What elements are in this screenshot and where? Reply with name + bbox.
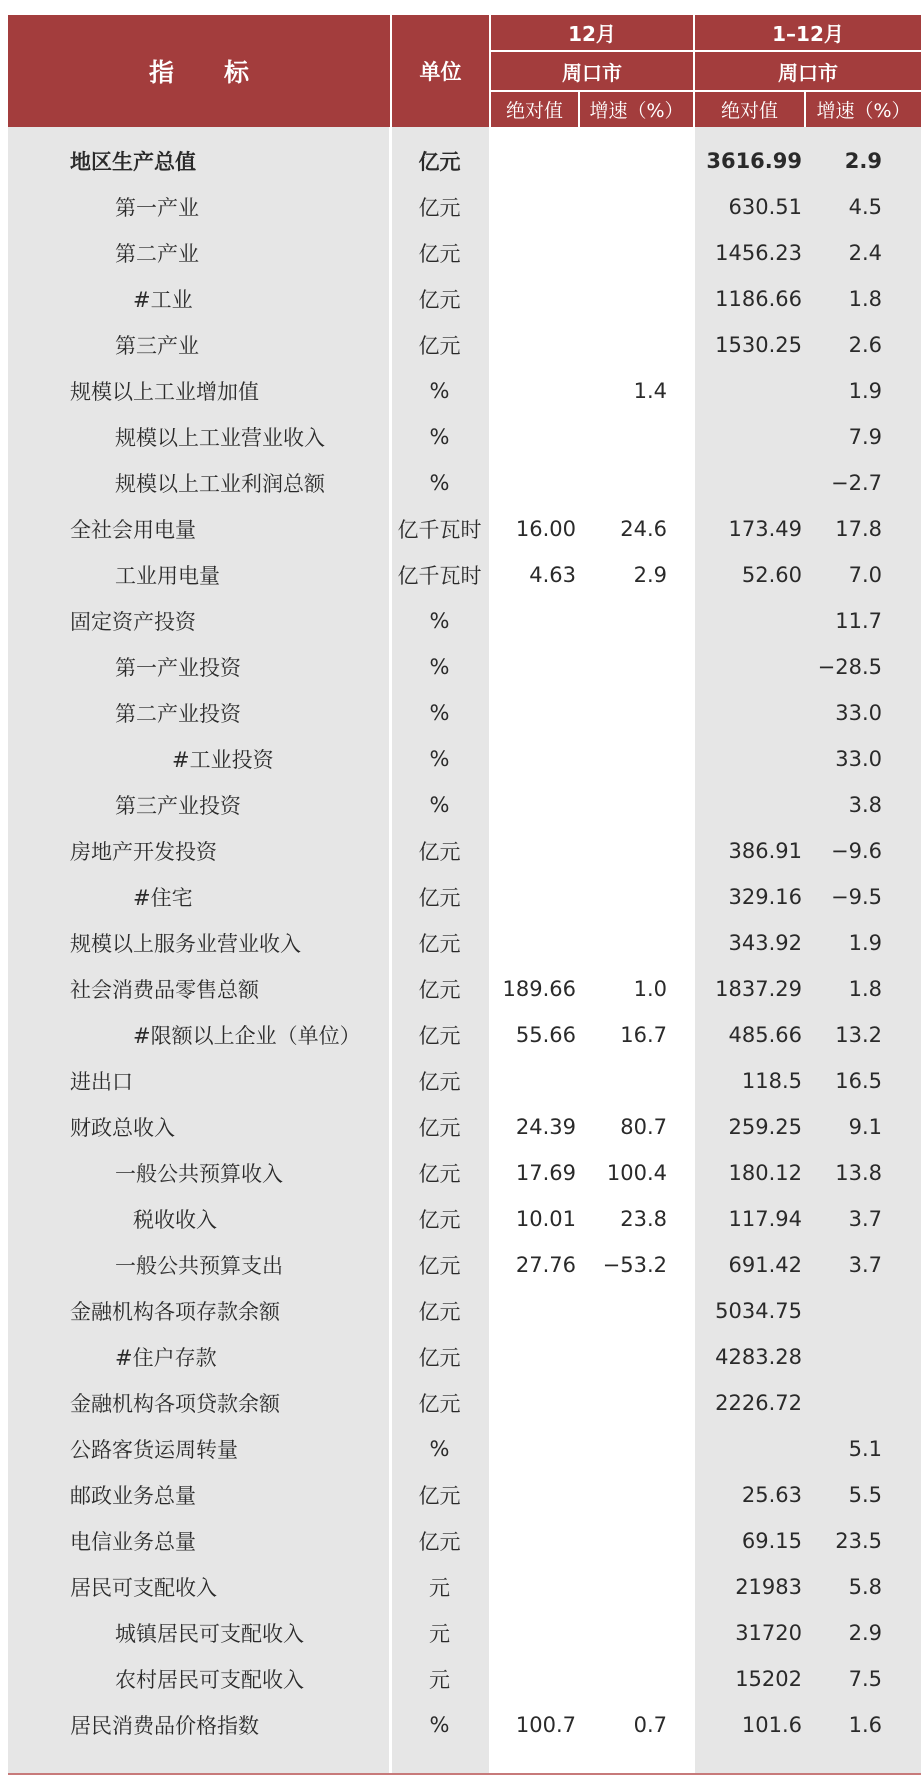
table-row <box>0 414 921 460</box>
cell-indicator-name: 居民可支配收入 <box>70 1576 217 1600</box>
cell-ytd-absolute: 343.92 <box>728 931 802 955</box>
cell-unit: 亿元 <box>418 242 461 266</box>
cell-ytd-absolute: 69.15 <box>741 1529 802 1553</box>
cell-december-growth <box>576 460 667 506</box>
cell-december-growth <box>576 1058 667 1104</box>
cell-ytd-growth: 5.5 <box>848 1483 882 1507</box>
cell-december-absolute <box>489 644 576 690</box>
table-row <box>0 1702 921 1748</box>
cell-ytd-growth: 17.8 <box>835 517 882 541</box>
cell-indicator-name: 第二产业 <box>115 242 199 266</box>
table-row <box>0 1426 921 1472</box>
cell-indicator-name: 一般公共预算支出 <box>115 1254 283 1278</box>
cell-unit: 元 <box>429 1668 450 1692</box>
cell-december-absolute <box>489 1518 576 1564</box>
cell-december-growth <box>576 1610 667 1656</box>
table-row <box>0 782 921 828</box>
cell-unit: % <box>429 655 450 679</box>
cell-ytd-growth: 2.9 <box>844 149 882 173</box>
cell-indicator-name: 规模以上工业增加值 <box>70 380 259 404</box>
header-region-december: 周口市 <box>562 60 622 85</box>
table-row <box>0 230 921 276</box>
cell-december-absolute <box>489 598 576 644</box>
cell-ytd-growth: 33.0 <box>835 701 882 725</box>
cell-december-growth: 2.9 <box>633 563 667 587</box>
cell-ytd-absolute: 691.42 <box>728 1253 802 1277</box>
cell-ytd-absolute <box>700 460 802 506</box>
cell-unit: 亿元 <box>418 334 461 358</box>
cell-unit: 亿千瓦时 <box>397 564 482 588</box>
cell-indicator-name: 进出口 <box>70 1070 133 1094</box>
cell-ytd-growth: 4.5 <box>848 195 882 219</box>
cell-december-absolute <box>489 322 576 368</box>
cell-ytd-absolute: 15202 <box>735 1667 802 1691</box>
cell-december-growth <box>576 1426 667 1472</box>
cell-ytd-absolute: 386.91 <box>728 839 802 863</box>
cell-december-growth <box>576 598 667 644</box>
table-row <box>0 1610 921 1656</box>
cell-december-absolute <box>489 782 576 828</box>
cell-indicator-name: 全社会用电量 <box>70 518 196 542</box>
cell-december-growth: 1.4 <box>633 379 667 403</box>
cell-ytd-absolute: 31720 <box>735 1621 802 1645</box>
cell-ytd-absolute: 630.51 <box>728 195 802 219</box>
cell-december-growth <box>576 276 667 322</box>
cell-december-absolute <box>489 874 576 920</box>
cell-december-absolute <box>489 828 576 874</box>
cell-december-absolute <box>489 368 576 414</box>
cell-unit: 亿元 <box>418 886 461 910</box>
cell-december-growth <box>576 1380 667 1426</box>
table-bottom-rule <box>8 1773 921 1775</box>
table-row <box>0 1150 921 1196</box>
cell-ytd-growth <box>808 1288 882 1334</box>
cell-ytd-growth: 1.9 <box>848 379 882 403</box>
cell-december-absolute <box>489 138 576 184</box>
table-row <box>0 1104 921 1150</box>
table-row <box>0 644 921 690</box>
cell-december-growth <box>576 874 667 920</box>
cell-december-absolute <box>489 1288 576 1334</box>
header-period-ytd: 1–12月 <box>772 22 844 46</box>
cell-unit: 亿元 <box>418 978 461 1002</box>
cell-indicator-name: 第一产业 <box>115 196 199 220</box>
table-row <box>0 1058 921 1104</box>
cell-indicator-name: 第二产业投资 <box>115 702 241 726</box>
cell-december-absolute: 24.39 <box>515 1115 576 1139</box>
cell-unit: 亿元 <box>418 1530 461 1554</box>
cell-december-absolute <box>489 1058 576 1104</box>
cell-ytd-absolute: 3616.99 <box>706 149 802 173</box>
cell-december-absolute <box>489 414 576 460</box>
cell-unit: % <box>429 747 450 771</box>
cell-ytd-absolute: 101.6 <box>741 1713 802 1737</box>
cell-indicator-name: 地区生产总值 <box>70 150 196 174</box>
cell-december-growth <box>576 414 667 460</box>
table-row <box>0 1334 921 1380</box>
cell-ytd-growth: 3.7 <box>848 1207 882 1231</box>
cell-ytd-growth: 23.5 <box>835 1529 882 1553</box>
cell-december-growth <box>576 1518 667 1564</box>
cell-december-growth: 23.8 <box>620 1207 667 1231</box>
cell-december-growth <box>576 1656 667 1702</box>
cell-ytd-absolute <box>700 598 802 644</box>
cell-indicator-name: 电信业务总量 <box>70 1530 196 1554</box>
cell-december-absolute <box>489 276 576 322</box>
cell-unit: 亿元 <box>418 1116 461 1140</box>
cell-unit: 亿元 <box>418 1392 461 1416</box>
cell-ytd-absolute: 1837.29 <box>715 977 802 1001</box>
header-abs-december: 绝对值 <box>505 100 563 122</box>
table-row <box>0 1242 921 1288</box>
cell-december-absolute: 17.69 <box>515 1161 576 1185</box>
cell-indicator-name: 第三产业投资 <box>115 794 241 818</box>
cell-december-absolute <box>489 690 576 736</box>
cell-december-absolute: 10.01 <box>515 1207 576 1231</box>
cell-ytd-absolute <box>700 782 802 828</box>
table-row <box>0 1564 921 1610</box>
table-row <box>0 828 921 874</box>
cell-ytd-growth: 11.7 <box>835 609 882 633</box>
cell-ytd-growth: 3.7 <box>848 1253 882 1277</box>
table-row <box>0 1380 921 1426</box>
cell-december-growth <box>576 138 667 184</box>
cell-ytd-growth: 1.8 <box>848 977 882 1001</box>
cell-indicator-name: 一般公共预算收入 <box>115 1162 283 1186</box>
cell-indicator-name: 规模以上服务业营业收入 <box>70 932 301 956</box>
cell-indicator-name: #住户存款 <box>115 1346 217 1370</box>
cell-december-growth <box>576 920 667 966</box>
cell-ytd-absolute <box>700 414 802 460</box>
cell-indicator-name: 农村居民可支配收入 <box>115 1668 304 1692</box>
cell-unit: 亿元 <box>418 1484 461 1508</box>
cell-unit: % <box>429 793 450 817</box>
header-divider <box>693 15 695 127</box>
cell-ytd-absolute <box>700 736 802 782</box>
cell-ytd-growth: 5.1 <box>848 1437 882 1461</box>
table-row <box>0 1288 921 1334</box>
cell-unit: % <box>429 425 450 449</box>
table-row <box>0 1518 921 1564</box>
cell-december-absolute: 27.76 <box>515 1253 576 1277</box>
cell-ytd-growth: 33.0 <box>835 747 882 771</box>
cell-unit: % <box>429 609 450 633</box>
table-row <box>0 690 921 736</box>
table-row <box>0 552 921 598</box>
cell-unit: 元 <box>429 1622 450 1646</box>
cell-indicator-name: 居民消费品价格指数 <box>70 1714 259 1738</box>
cell-ytd-absolute: 173.49 <box>728 517 802 541</box>
cell-december-growth <box>576 644 667 690</box>
cell-indicator-name: 房地产开发投资 <box>70 840 217 864</box>
cell-ytd-growth: 7.5 <box>848 1667 882 1691</box>
cell-ytd-growth: 9.1 <box>848 1115 882 1139</box>
table-row <box>0 138 921 184</box>
header-period-december: 12月 <box>568 22 616 46</box>
cell-december-absolute <box>489 1380 576 1426</box>
table-row <box>0 322 921 368</box>
cell-ytd-absolute: 117.94 <box>728 1207 802 1231</box>
cell-december-absolute: 189.66 <box>502 977 576 1001</box>
cell-unit: % <box>429 379 450 403</box>
header-divider <box>804 92 806 127</box>
cell-ytd-growth: 3.8 <box>848 793 882 817</box>
cell-indicator-name: 财政总收入 <box>70 1116 175 1140</box>
table-row <box>0 874 921 920</box>
cell-december-absolute <box>489 1610 576 1656</box>
cell-indicator-name: 规模以上工业利润总额 <box>115 472 325 496</box>
cell-december-absolute <box>489 920 576 966</box>
cell-indicator-name: #限额以上企业（单位） <box>133 1024 361 1048</box>
cell-unit: % <box>429 1437 450 1461</box>
cell-unit: 亿元 <box>418 1162 461 1186</box>
cell-ytd-absolute <box>700 644 802 690</box>
table-row <box>0 736 921 782</box>
cell-december-growth <box>576 230 667 276</box>
table-row <box>0 598 921 644</box>
header-divider <box>491 50 921 52</box>
cell-unit: 亿元 <box>418 196 461 220</box>
cell-december-absolute: 16.00 <box>515 517 576 541</box>
cell-ytd-growth <box>808 1380 882 1426</box>
table-row <box>0 506 921 552</box>
header-rate-ytd: 增速（%） <box>816 100 911 122</box>
table-row <box>0 920 921 966</box>
cell-ytd-absolute <box>700 368 802 414</box>
cell-unit: % <box>429 701 450 725</box>
cell-ytd-absolute: 259.25 <box>728 1115 802 1139</box>
cell-december-growth: 0.7 <box>633 1713 667 1737</box>
cell-december-absolute <box>489 230 576 276</box>
cell-indicator-name: 邮政业务总量 <box>70 1484 196 1508</box>
table-row <box>0 460 921 506</box>
cell-december-growth <box>576 1334 667 1380</box>
cell-indicator-name: 税收收入 <box>133 1208 217 1232</box>
cell-december-absolute: 55.66 <box>515 1023 576 1047</box>
cell-indicator-name: #工业投资 <box>172 748 274 772</box>
header-divider <box>578 92 580 127</box>
cell-ytd-absolute <box>700 1426 802 1472</box>
cell-ytd-growth: 1.8 <box>848 287 882 311</box>
cell-unit: % <box>429 1713 450 1737</box>
cell-ytd-absolute: 25.63 <box>741 1483 802 1507</box>
cell-ytd-growth: 2.9 <box>848 1621 882 1645</box>
cell-december-absolute <box>489 736 576 782</box>
cell-ytd-growth: 1.9 <box>848 931 882 955</box>
table-row <box>0 1472 921 1518</box>
cell-december-growth <box>576 1288 667 1334</box>
cell-ytd-growth: −2.7 <box>831 471 882 495</box>
cell-ytd-growth: 13.2 <box>835 1023 882 1047</box>
cell-december-growth: 1.0 <box>633 977 667 1001</box>
cell-unit: 亿元 <box>418 932 461 956</box>
table-row <box>0 1656 921 1702</box>
cell-december-growth: 100.4 <box>606 1161 667 1185</box>
header-abs-ytd: 绝对值 <box>720 100 778 122</box>
cell-ytd-absolute: 1530.25 <box>715 333 802 357</box>
cell-december-absolute <box>489 1564 576 1610</box>
cell-ytd-growth: 2.4 <box>848 241 882 265</box>
header-indicator: 指 标 <box>148 58 249 87</box>
cell-december-growth <box>576 1472 667 1518</box>
cell-indicator-name: 规模以上工业营业收入 <box>115 426 325 450</box>
cell-indicator-name: #住宅 <box>133 886 193 910</box>
cell-ytd-absolute: 180.12 <box>728 1161 802 1185</box>
cell-unit: 亿元 <box>418 1300 461 1324</box>
cell-indicator-name: 第一产业投资 <box>115 656 241 680</box>
cell-december-absolute <box>489 1426 576 1472</box>
cell-ytd-growth <box>808 1334 882 1380</box>
cell-ytd-absolute: 21983 <box>735 1575 802 1599</box>
cell-december-absolute: 100.7 <box>515 1713 576 1737</box>
cell-ytd-growth: 7.0 <box>848 563 882 587</box>
cell-ytd-absolute: 4283.28 <box>715 1345 802 1369</box>
cell-december-absolute <box>489 460 576 506</box>
cell-december-growth: 16.7 <box>620 1023 667 1047</box>
table-row <box>0 368 921 414</box>
cell-indicator-name: #工业 <box>133 288 193 312</box>
cell-december-growth <box>576 736 667 782</box>
cell-indicator-name: 城镇居民可支配收入 <box>115 1622 304 1646</box>
cell-ytd-absolute: 1456.23 <box>715 241 802 265</box>
header-divider <box>489 15 491 127</box>
table-row <box>0 1196 921 1242</box>
cell-ytd-growth: 2.6 <box>848 333 882 357</box>
cell-ytd-growth: 5.8 <box>848 1575 882 1599</box>
cell-ytd-growth: −28.5 <box>817 655 882 679</box>
cell-ytd-absolute: 1186.66 <box>715 287 802 311</box>
cell-ytd-absolute: 2226.72 <box>715 1391 802 1415</box>
header-divider <box>390 15 392 127</box>
cell-ytd-growth: 16.5 <box>835 1069 882 1093</box>
cell-december-growth: 24.6 <box>620 517 667 541</box>
cell-december-absolute <box>489 1334 576 1380</box>
cell-ytd-absolute: 118.5 <box>741 1069 802 1093</box>
cell-december-growth <box>576 322 667 368</box>
cell-indicator-name: 固定资产投资 <box>70 610 196 634</box>
table-row <box>0 1012 921 1058</box>
header-rate-december: 增速（%） <box>589 100 684 122</box>
cell-ytd-growth: 1.6 <box>848 1713 882 1737</box>
cell-december-growth <box>576 782 667 828</box>
header-unit: 单位 <box>419 60 462 84</box>
cell-unit: 亿元 <box>418 1208 461 1232</box>
cell-indicator-name: 工业用电量 <box>115 564 220 588</box>
cell-ytd-absolute: 485.66 <box>728 1023 802 1047</box>
cell-december-growth <box>576 184 667 230</box>
cell-december-absolute <box>489 184 576 230</box>
table-row <box>0 966 921 1012</box>
cell-december-growth <box>576 1564 667 1610</box>
cell-december-absolute <box>489 1656 576 1702</box>
cell-ytd-absolute: 5034.75 <box>715 1299 802 1323</box>
cell-unit: 亿元 <box>418 840 461 864</box>
cell-unit: 亿千瓦时 <box>397 518 482 542</box>
cell-december-absolute: 4.63 <box>529 563 576 587</box>
cell-unit: 亿元 <box>418 1346 461 1370</box>
cell-unit: 亿元 <box>418 1070 461 1094</box>
cell-unit: 亿元 <box>418 1254 461 1278</box>
cell-december-growth <box>576 690 667 736</box>
cell-indicator-name: 金融机构各项贷款余额 <box>70 1392 280 1416</box>
cell-ytd-growth: 7.9 <box>848 425 882 449</box>
cell-unit: 元 <box>429 1576 450 1600</box>
table-row <box>0 276 921 322</box>
cell-indicator-name: 第三产业 <box>115 334 199 358</box>
cell-december-absolute <box>489 1472 576 1518</box>
cell-ytd-growth: −9.6 <box>831 839 882 863</box>
header-divider <box>491 90 921 92</box>
cell-unit: % <box>429 471 450 495</box>
cell-unit: 亿元 <box>418 1024 461 1048</box>
table-header <box>8 15 921 127</box>
cell-ytd-absolute <box>700 690 802 736</box>
cell-indicator-name: 社会消费品零售总额 <box>70 978 259 1002</box>
cell-indicator-name: 公路客货运周转量 <box>70 1438 238 1462</box>
cell-ytd-growth: −9.5 <box>831 885 882 909</box>
table-row <box>0 184 921 230</box>
cell-unit: 亿元 <box>418 288 461 312</box>
cell-ytd-absolute: 52.60 <box>741 563 802 587</box>
cell-december-growth: −53.2 <box>602 1253 667 1277</box>
cell-unit: 亿元 <box>418 150 461 174</box>
cell-ytd-growth: 13.8 <box>835 1161 882 1185</box>
cell-december-growth <box>576 828 667 874</box>
header-region-ytd: 周口市 <box>778 60 838 85</box>
cell-ytd-absolute: 329.16 <box>728 885 802 909</box>
cell-december-growth: 80.7 <box>620 1115 667 1139</box>
cell-indicator-name: 金融机构各项存款余额 <box>70 1300 280 1324</box>
